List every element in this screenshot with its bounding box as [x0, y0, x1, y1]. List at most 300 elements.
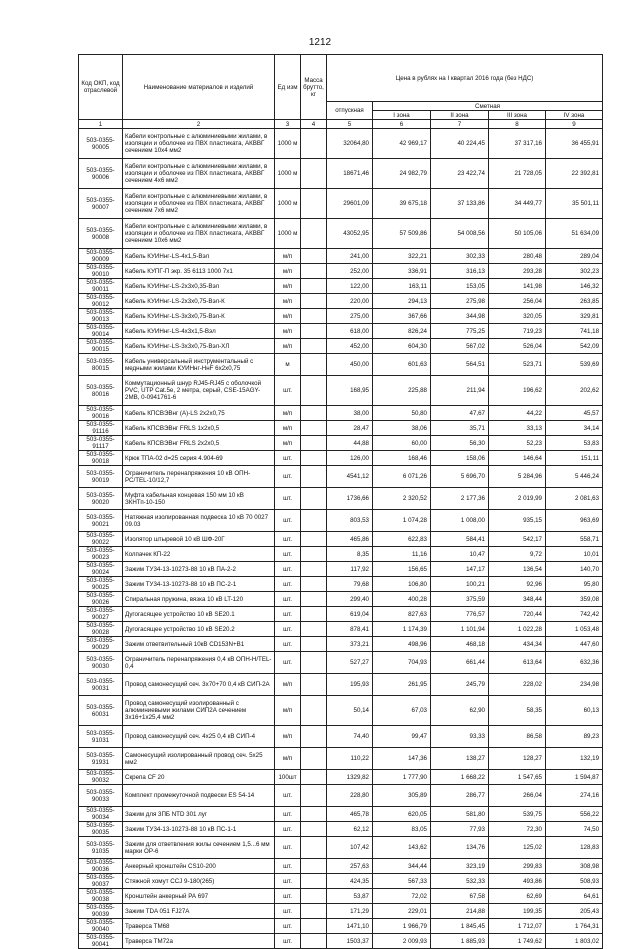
cell-name: Кронштейн анкерный РА 697	[123, 889, 275, 904]
cell-unit: шт.	[275, 607, 301, 622]
cell-wholesale-price: 74,40	[327, 726, 373, 748]
cell-code: 503-0355-90041	[79, 934, 123, 949]
cell-wholesale-price: 1471,10	[327, 919, 373, 934]
cell-name: Стяжной хомут CCJ 9-180(265)	[123, 874, 275, 889]
cell-wholesale-price: 107,42	[327, 837, 373, 859]
cell-zone-1-price: 826,24	[373, 324, 431, 339]
table-row	[79, 189, 603, 219]
header-mass: Масса брутто, кг	[301, 55, 327, 120]
cell-wholesale-price: 171,29	[327, 904, 373, 919]
cell-zone-1-price: 704,93	[373, 652, 431, 674]
cell-unit: м/п	[275, 406, 301, 421]
cell-zone-2-price: 54 008,56	[431, 219, 489, 249]
cell-unit: шт.	[275, 547, 301, 562]
cell-wholesale-price: 32064,80	[327, 129, 373, 159]
cell-zone-1-price: 60,00	[373, 436, 431, 451]
cell-zone-2-price: 316,13	[431, 264, 489, 279]
cell-zone-1-price: 83,05	[373, 822, 431, 837]
cell-zone-2-price: 100,21	[431, 577, 489, 592]
cell-mass	[301, 219, 327, 249]
header-zone-3: III зона	[489, 111, 546, 120]
cell-name: Крюк ТПА-02 d=25 серия 4.904-69	[123, 451, 275, 466]
header-zone-1: I зона	[373, 111, 431, 120]
cell-zone-1-price: 156,65	[373, 562, 431, 577]
cell-zone-4-price: 539,69	[546, 354, 603, 376]
cell-name: Кабель КУИНнг-LS-2х3х0,35-Вэл	[123, 279, 275, 294]
cell-unit: м/п	[275, 309, 301, 324]
cell-zone-4-price: 64,61	[546, 889, 603, 904]
cell-mass	[301, 889, 327, 904]
cell-name: Кабель КУИНнг-LS-4х3х1,5-Вэл	[123, 324, 275, 339]
cell-zone-2-price: 214,88	[431, 904, 489, 919]
cell-wholesale-price: 4541,12	[327, 466, 373, 488]
cell-wholesale-price: 28,47	[327, 421, 373, 436]
cell-zone-1-price: 604,30	[373, 339, 431, 354]
cell-zone-4-price: 302,23	[546, 264, 603, 279]
cell-unit: шт.	[275, 451, 301, 466]
header-zone-2: II зона	[431, 111, 489, 120]
column-number: 9	[546, 120, 603, 129]
cell-zone-3-price: 539,75	[489, 807, 546, 822]
cell-code: 503-0355-60031	[79, 696, 123, 726]
cell-zone-2-price: 5 696,70	[431, 466, 489, 488]
cell-name: Траверса ТМ72а	[123, 934, 275, 949]
cell-zone-2-price: 302,33	[431, 249, 489, 264]
cell-mass	[301, 532, 327, 547]
cell-wholesale-price: 299,40	[327, 592, 373, 607]
cell-zone-4-price: 95,80	[546, 577, 603, 592]
cell-zone-3-price: 1 022,28	[489, 622, 546, 637]
cell-zone-4-price: 74,50	[546, 822, 603, 837]
cell-code: 503-0355-90022	[79, 532, 123, 547]
cell-zone-3-price: 542,17	[489, 532, 546, 547]
cell-code: 503-0355-90019	[79, 466, 123, 488]
cell-unit: 1000 м	[275, 219, 301, 249]
cell-zone-4-price: 742,42	[546, 607, 603, 622]
cell-name: Кабель КУИНнг-LS-2х3х0,75-Вэл-К	[123, 294, 275, 309]
cell-wholesale-price: 878,41	[327, 622, 373, 637]
cell-zone-2-price: 776,57	[431, 607, 489, 622]
cell-unit: м	[275, 354, 301, 376]
cell-zone-3-price: 50 105,06	[489, 219, 546, 249]
cell-name: Анкерный кронштейн CS10-200	[123, 859, 275, 874]
table-row	[79, 219, 603, 249]
cell-mass	[301, 279, 327, 294]
table-row	[79, 339, 603, 354]
cell-zone-2-price: 375,59	[431, 592, 489, 607]
cell-unit: шт.	[275, 904, 301, 919]
cell-unit: м/п	[275, 748, 301, 770]
table-row	[79, 436, 603, 451]
cell-name: Колпачек КП-22	[123, 547, 275, 562]
cell-name: Ограничитель перенапряжения 10 кВ ОПН-РС/TEL-10/12,7	[123, 466, 275, 488]
cell-zone-4-price: 542,09	[546, 339, 603, 354]
cell-mass	[301, 807, 327, 822]
cell-zone-3-price: 1 749,62	[489, 934, 546, 949]
cell-code: 503-0355-90035	[79, 822, 123, 837]
cell-mass	[301, 607, 327, 622]
cell-name: Зажим ТУ34-13-10273-88 10 кВ ПС-2-1	[123, 577, 275, 592]
cell-mass	[301, 785, 327, 807]
cell-zone-1-price: 229,01	[373, 904, 431, 919]
cell-wholesale-price: 465,78	[327, 807, 373, 822]
cell-wholesale-price: 257,63	[327, 859, 373, 874]
cell-wholesale-price: 117,92	[327, 562, 373, 577]
cell-mass	[301, 622, 327, 637]
cell-wholesale-price: 275,00	[327, 309, 373, 324]
cell-zone-1-price: 1 777,90	[373, 770, 431, 785]
cell-mass	[301, 376, 327, 406]
cell-code: 503-0355-80016	[79, 376, 123, 406]
cell-unit: шт.	[275, 637, 301, 652]
column-number: 3	[275, 120, 301, 129]
cell-code: 503-0355-90013	[79, 309, 123, 324]
cell-zone-4-price: 146,32	[546, 279, 603, 294]
cell-unit: шт.	[275, 874, 301, 889]
cell-zone-2-price: 2 177,36	[431, 488, 489, 510]
table-row	[79, 622, 603, 637]
cell-zone-2-price: 275,98	[431, 294, 489, 309]
header-wholesale: отпускная	[327, 102, 373, 120]
cell-mass	[301, 696, 327, 726]
cell-wholesale-price: 110,22	[327, 748, 373, 770]
cell-unit: шт.	[275, 510, 301, 532]
cell-zone-3-price: 1 547,65	[489, 770, 546, 785]
cell-wholesale-price: 126,00	[327, 451, 373, 466]
cell-code: 503-0355-90040	[79, 919, 123, 934]
cell-name: Зажим ТУ34-13-10273-88 10 кВ ПС-1-1	[123, 822, 275, 837]
table-row	[79, 889, 603, 904]
cell-wholesale-price: 122,00	[327, 279, 373, 294]
cell-zone-2-price: 775,25	[431, 324, 489, 339]
cell-zone-4-price: 60,13	[546, 696, 603, 726]
cell-wholesale-price: 220,00	[327, 294, 373, 309]
cell-zone-4-price: 1 764,31	[546, 919, 603, 934]
price-table	[78, 54, 603, 949]
cell-wholesale-price: 465,86	[327, 532, 373, 547]
cell-code: 503-0355-91116	[79, 421, 123, 436]
cell-mass	[301, 466, 327, 488]
cell-zone-3-price: 86,58	[489, 726, 546, 748]
cell-zone-3-price: 228,02	[489, 674, 546, 696]
cell-zone-2-price: 323,19	[431, 859, 489, 874]
cell-code: 503-0355-90025	[79, 577, 123, 592]
cell-zone-4-price: 558,71	[546, 532, 603, 547]
cell-unit: м/п	[275, 294, 301, 309]
cell-zone-1-price: 622,83	[373, 532, 431, 547]
cell-name: Зажим ответвительный 10кВ CD153N+В1	[123, 637, 275, 652]
table-row	[79, 406, 603, 421]
header-code: Код ОКП, код отраслевой	[79, 55, 123, 120]
cell-code: 503-0355-90037	[79, 874, 123, 889]
cell-unit: м/п	[275, 421, 301, 436]
cell-mass	[301, 652, 327, 674]
cell-mass	[301, 859, 327, 874]
cell-wholesale-price: 252,00	[327, 264, 373, 279]
cell-name: Кабель универсальный инструментальный с медными жилами КУИНнг-HнF 6х2х0,75	[123, 354, 275, 376]
cell-mass	[301, 436, 327, 451]
cell-unit: шт.	[275, 466, 301, 488]
cell-name: Дугогасящее устройство 10 кВ SE20.1	[123, 607, 275, 622]
cell-wholesale-price: 62,12	[327, 822, 373, 837]
table-row	[79, 421, 603, 436]
cell-wholesale-price: 618,00	[327, 324, 373, 339]
cell-zone-4-price: 35 501,11	[546, 189, 603, 219]
cell-name: Кабель КПСВЭВнг FRLS 2х2х0,5	[123, 436, 275, 451]
cell-zone-3-price: 5 284,96	[489, 466, 546, 488]
table-row	[79, 532, 603, 547]
column-number-row	[79, 120, 603, 129]
cell-zone-4-price: 508,93	[546, 874, 603, 889]
cell-wholesale-price: 43052,95	[327, 219, 373, 249]
cell-code: 503-0355-90008	[79, 219, 123, 249]
cell-zone-3-price: 348,44	[489, 592, 546, 607]
cell-name: Самонесущий изолированный провод сеч. 5х25 мм2	[123, 748, 275, 770]
cell-zone-4-price: 556,22	[546, 807, 603, 822]
cell-zone-2-price: 40 224,45	[431, 129, 489, 159]
cell-code: 503-0355-91031	[79, 726, 123, 748]
cell-zone-1-price: 225,88	[373, 376, 431, 406]
cell-code: 503-0355-90009	[79, 249, 123, 264]
column-number: 8	[489, 120, 546, 129]
cell-zone-4-price: 202,62	[546, 376, 603, 406]
cell-mass	[301, 637, 327, 652]
cell-zone-1-price: 601,63	[373, 354, 431, 376]
cell-code: 503-0355-91035	[79, 837, 123, 859]
cell-zone-3-price: 935,15	[489, 510, 546, 532]
cell-unit: 1000 м	[275, 129, 301, 159]
cell-zone-4-price: 632,36	[546, 652, 603, 674]
cell-zone-1-price: 24 982,79	[373, 159, 431, 189]
cell-zone-4-price: 10,01	[546, 547, 603, 562]
cell-zone-1-price: 72,02	[373, 889, 431, 904]
cell-code: 503-0355-90030	[79, 652, 123, 674]
table-row	[79, 748, 603, 770]
cell-zone-1-price: 39 675,18	[373, 189, 431, 219]
cell-wholesale-price: 44,88	[327, 436, 373, 451]
cell-zone-3-price: 92,96	[489, 577, 546, 592]
cell-name: Натяжная изолированная подвеска 10 кВ 70 0027 09.03	[123, 510, 275, 532]
cell-name: Кабель КУПГ-П экр. 35 6113 1000 7х1	[123, 264, 275, 279]
cell-zone-2-price: 468,18	[431, 637, 489, 652]
cell-zone-1-price: 367,66	[373, 309, 431, 324]
cell-name: Кабель КПСВЭВнг FRLS 1х2х0,5	[123, 421, 275, 436]
cell-zone-1-price: 827,63	[373, 607, 431, 622]
cell-code: 503-0355-90011	[79, 279, 123, 294]
table-row	[79, 279, 603, 294]
cell-unit: шт.	[275, 622, 301, 637]
cell-zone-1-price: 99,47	[373, 726, 431, 748]
cell-wholesale-price: 1736,66	[327, 488, 373, 510]
table-row	[79, 294, 603, 309]
cell-zone-4-price: 263,85	[546, 294, 603, 309]
cell-code: 503-0355-90034	[79, 807, 123, 822]
cell-zone-2-price: 134,76	[431, 837, 489, 859]
cell-zone-1-price: 11,16	[373, 547, 431, 562]
cell-mass	[301, 592, 327, 607]
cell-zone-4-price: 36 455,91	[546, 129, 603, 159]
cell-zone-1-price: 336,91	[373, 264, 431, 279]
cell-zone-1-price: 57 509,86	[373, 219, 431, 249]
cell-name: Муфта кабельная концевая 150 мм 10 кВ ЗКНТп-10-150	[123, 488, 275, 510]
table-row	[79, 547, 603, 562]
cell-code: 503-0355-90007	[79, 189, 123, 219]
cell-code: 503-0355-90016	[79, 406, 123, 421]
cell-zone-1-price: 106,80	[373, 577, 431, 592]
cell-zone-1-price: 163,11	[373, 279, 431, 294]
cell-name: Кабель КПСВЭВнг (А)-LS 2х2х0,75	[123, 406, 275, 421]
cell-mass	[301, 249, 327, 264]
cell-zone-3-price: 526,04	[489, 339, 546, 354]
cell-unit: м/п	[275, 339, 301, 354]
cell-mass	[301, 547, 327, 562]
cell-zone-3-price: 44,22	[489, 406, 546, 421]
cell-mass	[301, 822, 327, 837]
cell-zone-3-price: 128,27	[489, 748, 546, 770]
cell-mass	[301, 294, 327, 309]
cell-unit: шт.	[275, 532, 301, 547]
cell-unit: м/п	[275, 249, 301, 264]
cell-name: Кабель КУИНнг-LS-3х3х0,75-Вэл-К	[123, 309, 275, 324]
cell-code: 503-0355-90027	[79, 607, 123, 622]
cell-zone-4-price: 140,70	[546, 562, 603, 577]
cell-zone-3-price: 196,62	[489, 376, 546, 406]
cell-unit: шт.	[275, 919, 301, 934]
cell-code: 503-0355-90018	[79, 451, 123, 466]
cell-wholesale-price: 527,27	[327, 652, 373, 674]
cell-unit: шт.	[275, 652, 301, 674]
cell-mass	[301, 577, 327, 592]
cell-zone-1-price: 67,03	[373, 696, 431, 726]
cell-wholesale-price: 50,14	[327, 696, 373, 726]
table-row	[79, 159, 603, 189]
cell-code: 503-0355-90020	[79, 488, 123, 510]
cell-wholesale-price: 168,95	[327, 376, 373, 406]
cell-mass	[301, 354, 327, 376]
cell-zone-2-price: 138,27	[431, 748, 489, 770]
column-number: 7	[431, 120, 489, 129]
cell-wholesale-price: 79,68	[327, 577, 373, 592]
cell-mass	[301, 934, 327, 949]
table-row	[79, 770, 603, 785]
cell-zone-1-price: 147,36	[373, 748, 431, 770]
cell-zone-3-price: 199,35	[489, 904, 546, 919]
cell-zone-3-price: 493,86	[489, 874, 546, 889]
cell-name: Кабель КУИНнг-LS-3х3х0,75-Вэл-ХЛ	[123, 339, 275, 354]
cell-wholesale-price: 241,00	[327, 249, 373, 264]
cell-unit: м/п	[275, 324, 301, 339]
cell-zone-1-price: 168,46	[373, 451, 431, 466]
table-row	[79, 354, 603, 376]
cell-zone-2-price: 1 008,00	[431, 510, 489, 532]
cell-zone-2-price: 47,67	[431, 406, 489, 421]
cell-zone-1-price: 1 074,28	[373, 510, 431, 532]
cell-zone-1-price: 6 071,26	[373, 466, 431, 488]
cell-name: Ограничитель перенапряжения 0,4 кВ ОПН-Н/TEL-0,4	[123, 652, 275, 674]
table-row	[79, 249, 603, 264]
cell-name: Зажим для 3ПБ NTD 301 луг	[123, 807, 275, 822]
table-row	[79, 376, 603, 406]
cell-zone-3-price: 299,83	[489, 859, 546, 874]
table-row	[79, 637, 603, 652]
cell-wholesale-price: 1329,82	[327, 770, 373, 785]
header-name: Наименование материалов и изделий	[123, 55, 275, 120]
cell-zone-1-price: 2 009,93	[373, 934, 431, 949]
cell-name: Кабели контрольные с алюминиевыми жилами, в изоляции и оболочке из ПВХ пластиката, АКВВГ сечением 4х6 мм2	[123, 159, 275, 189]
cell-name: Кабели контрольные с алюминиевыми жилами, в изоляции и оболочке из ПВХ пластиката, АКВВГ сечением 7х6 мм2	[123, 189, 275, 219]
cell-zone-2-price: 567,02	[431, 339, 489, 354]
cell-mass	[301, 748, 327, 770]
cell-zone-2-price: 564,51	[431, 354, 489, 376]
cell-zone-2-price: 153,05	[431, 279, 489, 294]
cell-code: 503-0355-80015	[79, 354, 123, 376]
cell-zone-3-price: 719,23	[489, 324, 546, 339]
cell-unit: шт.	[275, 807, 301, 822]
cell-zone-4-price: 447,60	[546, 637, 603, 652]
cell-wholesale-price: 803,53	[327, 510, 373, 532]
cell-unit: шт.	[275, 577, 301, 592]
cell-wholesale-price: 228,80	[327, 785, 373, 807]
price-table-body	[79, 129, 603, 949]
cell-unit: шт.	[275, 785, 301, 807]
cell-zone-4-price: 359,08	[546, 592, 603, 607]
cell-mass	[301, 488, 327, 510]
cell-name: Кабели контрольные с алюминиевыми жилами, в изоляции и оболочке из ПВХ пластиката, АКВВГ сечением 10х4 мм2	[123, 129, 275, 159]
cell-code: 503-0355-90039	[79, 904, 123, 919]
cell-unit: м/п	[275, 436, 301, 451]
cell-wholesale-price: 195,93	[327, 674, 373, 696]
cell-name: Спиральная пружина, вязка 10 кВ LT-120	[123, 592, 275, 607]
cell-unit: шт.	[275, 376, 301, 406]
cell-zone-4-price: 205,43	[546, 904, 603, 919]
cell-zone-3-price: 136,54	[489, 562, 546, 577]
table-row	[79, 488, 603, 510]
table-row	[79, 837, 603, 859]
cell-code: 503-0355-90006	[79, 159, 123, 189]
cell-wholesale-price: 29601,09	[327, 189, 373, 219]
cell-mass	[301, 421, 327, 436]
table-row	[79, 696, 603, 726]
cell-mass	[301, 451, 327, 466]
cell-zone-2-price: 37 133,86	[431, 189, 489, 219]
cell-code: 503-0355-90005	[79, 129, 123, 159]
cell-zone-2-price: 56,30	[431, 436, 489, 451]
cell-zone-1-price: 344,44	[373, 859, 431, 874]
cell-zone-4-price: 289,04	[546, 249, 603, 264]
column-number: 5	[327, 120, 373, 129]
table-row	[79, 785, 603, 807]
cell-zone-1-price: 322,21	[373, 249, 431, 264]
cell-name: Провод самонесущий изолированный с алюминиевыми жилами СИП2А сечением 3х16+1х25,4 мм2	[123, 696, 275, 726]
cell-zone-3-price: 62,69	[489, 889, 546, 904]
cell-name: Кабель КУИНнг-LS-4х1,5-Вэл	[123, 249, 275, 264]
table-row	[79, 592, 603, 607]
cell-name: Провод самонесущий сеч. 3х70+70 0,4 кВ СИП-2А	[123, 674, 275, 696]
cell-mass	[301, 264, 327, 279]
cell-zone-2-price: 211,94	[431, 376, 489, 406]
column-number: 6	[373, 120, 431, 129]
cell-zone-3-price: 37 317,16	[489, 129, 546, 159]
cell-mass	[301, 324, 327, 339]
cell-zone-1-price: 305,89	[373, 785, 431, 807]
cell-mass	[301, 189, 327, 219]
table-row	[79, 859, 603, 874]
cell-zone-2-price: 661,44	[431, 652, 489, 674]
page-number: 1212	[308, 37, 332, 48]
cell-unit: м/п	[275, 674, 301, 696]
cell-code: 503-0355-90012	[79, 294, 123, 309]
cell-wholesale-price: 1503,37	[327, 934, 373, 949]
